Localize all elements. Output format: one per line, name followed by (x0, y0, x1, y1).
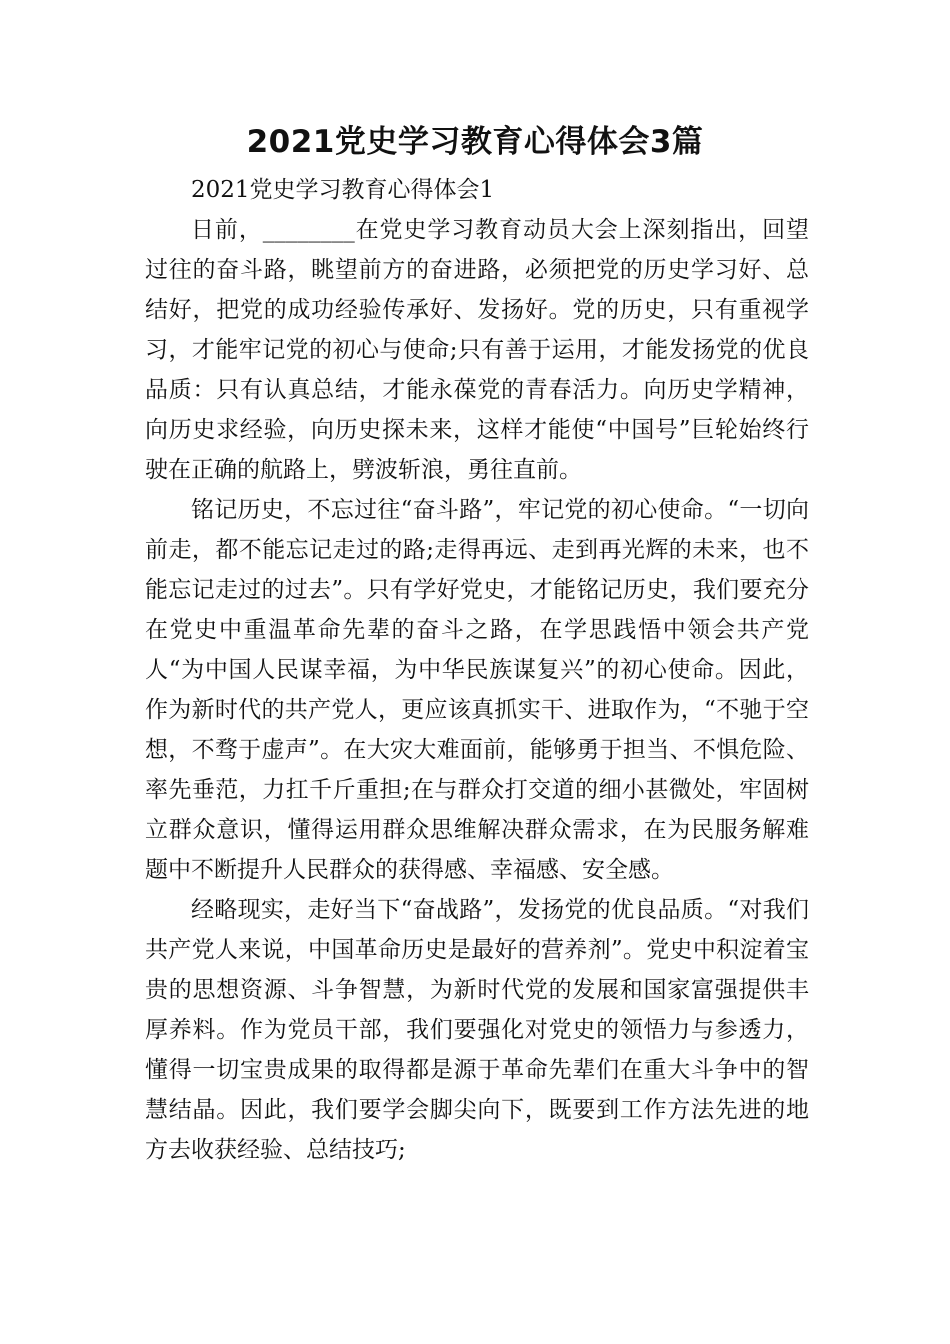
section-heading: 2021党史学习教育心得体会1 (191, 177, 495, 203)
paragraph-1: 日前，________在党史学习教育动员大会上深刻指出，回望过往的奋斗路，眺望前方的奋进路，必须把党的历史学习好、总结好，把党的成功经验传承好、发扬好。党的历史，只有重视学习，才能牢记党的初心与使命;只有善于运用，才能发扬党的优良品质：只有认真总结，才能永葆党的青春活力。向历史学精神，向历史求经验，向历史探未来，这样才能使“中国号”巨轮始终行驶在正确的航路上，劈波斩浪，勇往直前。 (145, 217, 809, 483)
document-body (145, 170, 809, 1170)
paragraph-2: 铭记历史，不忘过往“奋斗路”，牢记党的初心使命。“一切向前走，都不能忘记走过的路;走得再远、走到再光辉的未来，也不能忘记走过的过去”。只有学好党史，才能铭记历史，我们要充分在党史中重温革命先辈的奋斗之路，在学思践悟中领会共产党人“为中国人民谋幸福，为中华民族谋复兴”的初心使命。因此，作为新时代的共产党人，更应该真抓实干、进取作为，“不驰于空想，不骛于虚声”。在大灾大难面前，能够勇于担当、不惧危险、率先垂范，力扛千斤重担;在与群众打交道的细小甚微处，牢固树立群众意识，懂得运用群众思维解决群众需求，在为民服务解难题中不断提升人民群众的获得感、幸福感、安全感。 (145, 497, 809, 883)
paragraph-3: 经略现实，走好当下“奋战路”，发扬党的优良品质。“对我们共产党人来说，中国革命历史是最好的营养剂”。党史中积淀着宝贵的思想资源、斗争智慧，为新时代党的发展和国家富强提供丰厚养料。作为党员干部，我们要强化对党史的领悟力与参透力，懂得一切宝贵成果的取得都是源于革命先辈们在重大斗争中的智慧结晶。因此，我们要学会脚尖向下，既要到工作方法先进的地方去收获经验、总结技巧; (145, 897, 809, 1163)
document-title: 2021党史学习教育心得体会3篇 (246, 124, 704, 160)
